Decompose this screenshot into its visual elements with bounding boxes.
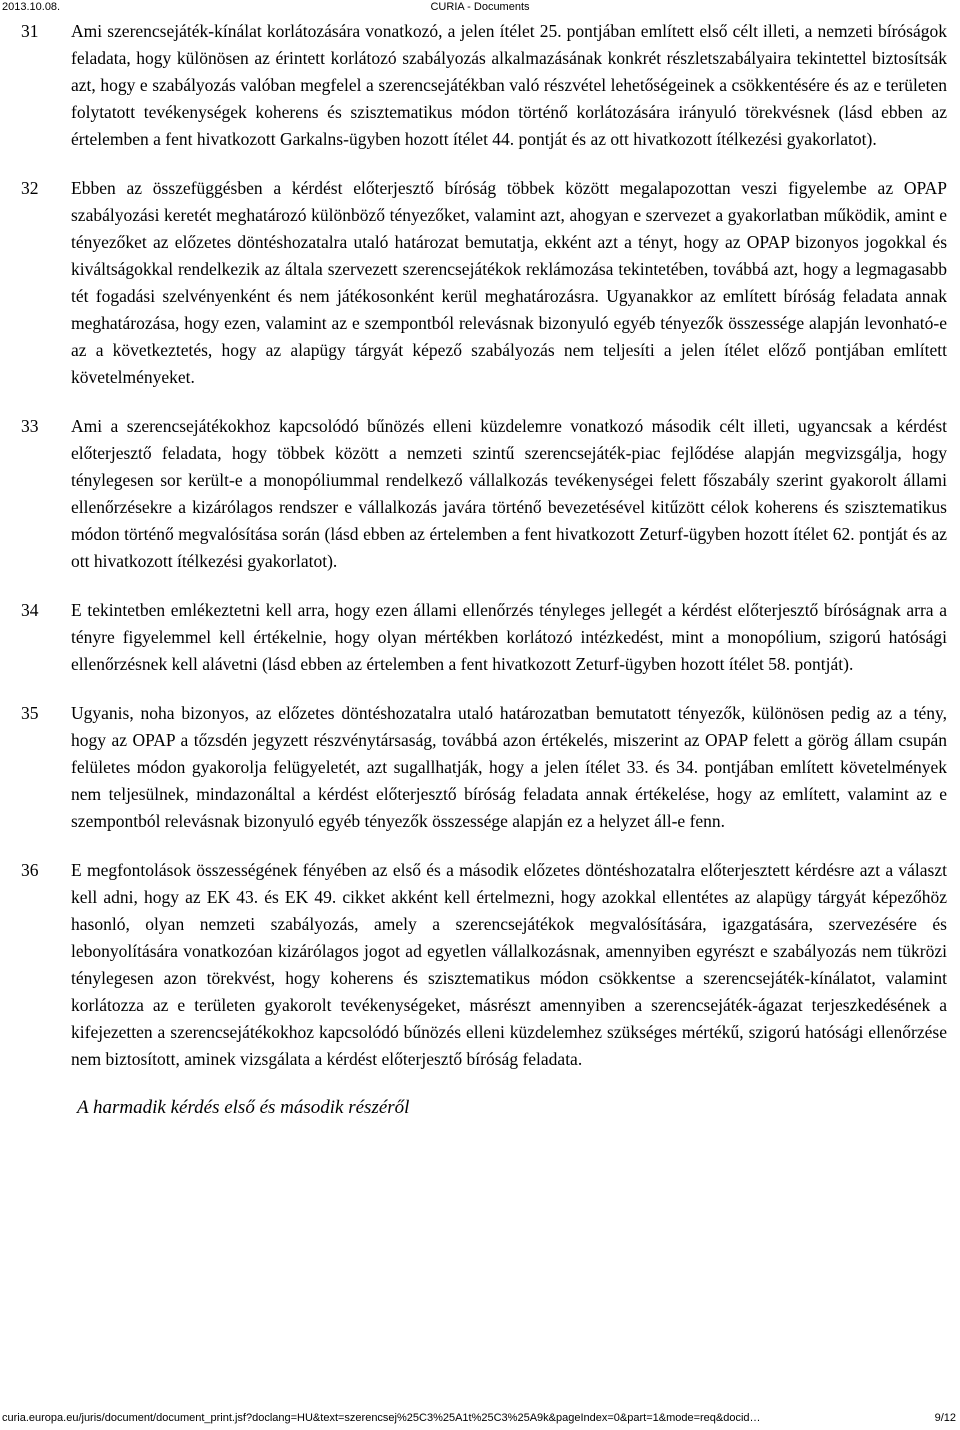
- paragraph-33: [21, 413, 947, 575]
- paragraph-34: [21, 597, 947, 678]
- paragraph-35: [21, 700, 947, 835]
- page-number: 9/12: [934, 1412, 956, 1424]
- paragraph-text: Ugyanis, noha bizonyos, az előzetes döntéshozatalra utaló határozatban bemutatott tényezők, különösen pedig az a tény, hogy az OPAP a tőzsdén jegyzett részvénytársaság, továbbá azon értékelés, miszerint az OPAP felett a görög állam csupán felületes módon gyakorolja felügyeletét, azt sugallhatják, hogy a jelen ítélet 33. és 34. pontjában említett követelmények nem teljesülnek, mindazonáltal a kérdést előterjesztő bíróság feladata annak értékelése, hogy az említett, valamint az e szempontból relevásnak bizonyuló egyéb tényezők összessége alapján ez a helyzet áll-e fenn.: [71, 703, 947, 831]
- paragraph-number: 35: [21, 703, 39, 723]
- paragraph-number: 33: [21, 416, 39, 436]
- paragraph-number: 31: [21, 21, 39, 41]
- section-heading: A harmadik kérdés első és második részéről: [77, 1097, 410, 1118]
- paragraph-number: 36: [21, 860, 39, 880]
- document-body: [21, 18, 947, 1121]
- document-url: curia.europa.eu/juris/document/document_print.jsf?doclang=HU&text=szerencsej%25C3%25A1t%25C3%25A9k&pageIndex=0&part=1&mode=req&docid…: [2, 1412, 761, 1424]
- paragraph-36: [21, 857, 947, 1073]
- print-header: [0, 0, 960, 16]
- paragraph-31: [21, 18, 947, 153]
- paragraph-text: Ami szerencsejáték-kínálat korlátozására vonatkozó, a jelen ítélet 25. pontjában említett első célt illeti, a nemzeti bíróságok feladata, hogy különösen az érintett korlátozó szabályozás alkalmazásának konkrét részletszabályaira tekintettel biztosítsák azt, hogy e szabályozás valóban megfelel a szerencsejátékban való részvétel lehetőségeinek a csökkentésére és az e területen folytatott tevékenységek koherens és szisztematikus módon történő korlátozására irányuló törekvésnek (lásd ebben az értelemben a fent hivatkozott Garkalns-ügyben hozott ítélet 44. pontját és az ott hivatkozott ítélkezési gyakorlatot).: [71, 21, 947, 149]
- print-date: 2013.10.08.: [2, 1, 61, 13]
- paragraph-text: Ebben az összefüggésben a kérdést előterjesztő bíróság többek között megalapozottan veszi figyelembe az OPAP szabályozási keretét meghatározó különböző tényezőket, valamint azt, ahogyan e szervezet a gyakorlatban működik, amint e tényezőket az előzetes döntéshozatalra utaló határozat bemutatja, ekként azt a tényt, hogy az OPAP bizonyos jogokkal és kiváltságokkal rendelkezik az általa szervezett szerencsejátékok reklámozása tekintetében, továbbá azt, hogy a legmagasabb tét fogadási szelvényenként és nem játékosonként kerül meghatározásra. Ugyanakkor az említett bíróság feladata annak meghatározása, hogy ezen, valamint az e szempontból relevásnak bizonyuló egyéb tényezők összessége alapján levonható-e az a következtetés, hogy az alapügy tárgyát képező szabályozás nem teljesíti a jelen ítélet előző pontjában említett követelményeket.: [71, 178, 947, 387]
- paragraph-32: [21, 175, 947, 391]
- paragraph-text: E megfontolások összességének fényében az első és a második előzetes döntéshozatalra előterjesztett kérdésre azt a választ kell adni, hogy az EK 43. és EK 49. cikket akként kell értelmezni, hogy azokkal ellentétes az alapügy tárgyát képezőhöz hasonló, olyan nemzeti szabályozás, amely a szerencsejátékok megvalósítására, igazgatására, szervezésére és lebonyolítására vonatkozóan kizárólagos jogot ad egyetlen vállalkozásnak, amennyiben egyrészt e szabályozás nem tükrözi ténylegesen azon törekvést, hogy koherens és szisztematikus módon csökkentse a szerencsejáték-kínálatot, valamint korlátozza az e területen gyakorolt tevékenységeket, másrészt amennyiben a szerencsejáték-ágazat terjeszkedésének a kifejezetten a szerencsejátékokhoz kapcsolódó bűnözés elleni küzdelemhez szükséges mértékű, szigorú hatósági ellenőrzése nem biztosított, aminek vizsgálata a kérdést előterjesztő bíróság feladata.: [71, 860, 947, 1069]
- paragraph-number: 32: [21, 178, 39, 198]
- paragraph-number: 34: [21, 600, 39, 620]
- paragraph-text: Ami a szerencsejátékokhoz kapcsolódó bűnözés elleni küzdelemre vonatkozó második célt illeti, ugyancsak a kérdést előterjesztő feladata, hogy többek között a nemzeti szintű szerencsejáték-piac fejlődése alapján megvizsgálja, hogy ténylegesen sor került-e a monopóliummal rendelkező vállalkozás tevékenységei felett főszabály szerint gyakorolt állami ellenőrzésekre a kizárólagos rendszer e vállalkozás javára történő bevezetésével kitűzött célok koherens és szisztematikus módon történő megvalósítása során (lásd ebben az értelemben a fent hivatkozott Zeturf-ügyben hozott ítélet 62. pontját és az ott hivatkozott ítélkezési gyakorlatot).: [71, 416, 947, 571]
- paragraph-text: E tekintetben emlékeztetni kell arra, hogy ezen állami ellenőrzés tényleges jellegét a kérdést előterjesztő bíróságnak arra a tényre figyelemmel kell értékelnie, hogy olyan mértékben korlátozó intézkedést, mint a monopólium, szigorú hatósági ellenőrzésnek kell alávetni (lásd ebben az értelemben a fent hivatkozott Zeturf-ügyben hozott ítélet 58. pontját).: [71, 600, 947, 674]
- print-footer: [0, 1411, 960, 1427]
- site-title: CURIA - Documents: [430, 1, 530, 13]
